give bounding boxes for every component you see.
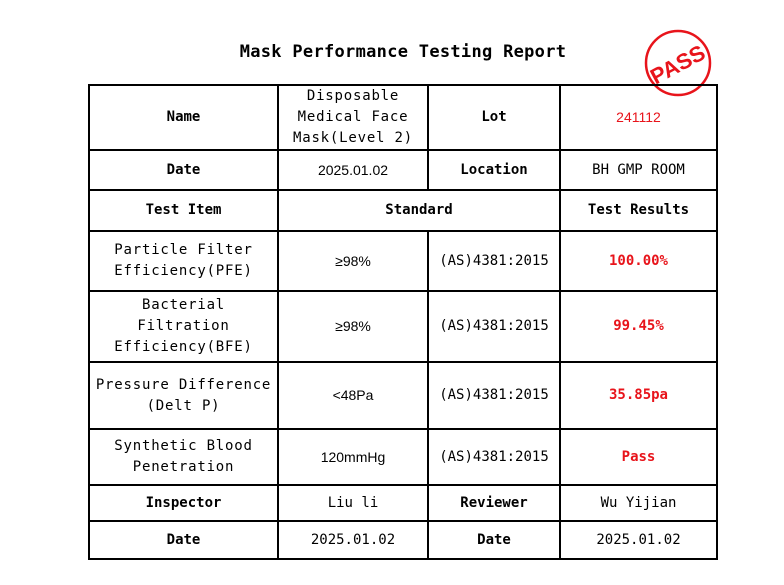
pass-stamp-text: PASS [646,39,710,90]
report-title: Mask Performance Testing Report [239,42,567,62]
lot-value: 241112 [560,85,717,150]
test-requirement: 120mmHg [278,429,428,485]
column-header-row [89,190,717,231]
report-table [88,84,718,560]
test-requirement: ≥98% [278,231,428,291]
test-result: Pass [560,429,717,485]
review-date-label: Date [428,521,560,559]
test-result: 99.45% [560,291,717,362]
inspection-date-value: 2025.01.02 [278,521,428,559]
test-row [89,231,717,291]
test-item-header: Test Item [89,190,278,231]
test-row [89,429,717,485]
test-requirement: <48Pa [278,362,428,429]
test-results-header: Test Results [560,190,717,231]
location-value: BH GMP ROOM [560,150,717,190]
inspector-value: Liu li [278,485,428,521]
test-standard: (AS)4381:2015 [428,291,560,362]
test-standard: (AS)4381:2015 [428,429,560,485]
lot-label: Lot [428,85,560,150]
test-result: 100.00% [560,231,717,291]
test-item: Particle Filter Efficiency(PFE) [89,231,278,291]
name-label: Name [89,85,278,150]
test-row [89,291,717,362]
reviewer-label: Reviewer [428,485,560,521]
date-row [89,150,717,190]
location-label: Location [428,150,560,190]
name-value: Disposable Medical Face Mask(Level 2) [278,85,428,150]
signoff-date-row [89,521,717,559]
test-item: Pressure Difference (Delt P) [89,362,278,429]
review-date-value: 2025.01.02 [560,521,717,559]
test-standard: (AS)4381:2015 [428,231,560,291]
reviewer-value: Wu Yijian [560,485,717,521]
inspector-label: Inspector [89,485,278,521]
inspection-date-label: Date [89,521,278,559]
standard-header: Standard [278,190,560,231]
test-requirement: ≥98% [278,291,428,362]
test-row [89,362,717,429]
date-label: Date [89,150,278,190]
test-result: 35.85pa [560,362,717,429]
inspector-row [89,485,717,521]
test-item: Synthetic Blood Penetration [89,429,278,485]
date-value: 2025.01.02 [278,150,428,190]
name-row [89,85,717,150]
test-standard: (AS)4381:2015 [428,362,560,429]
test-item: Bacterial Filtration Efficiency(BFE) [89,291,278,362]
